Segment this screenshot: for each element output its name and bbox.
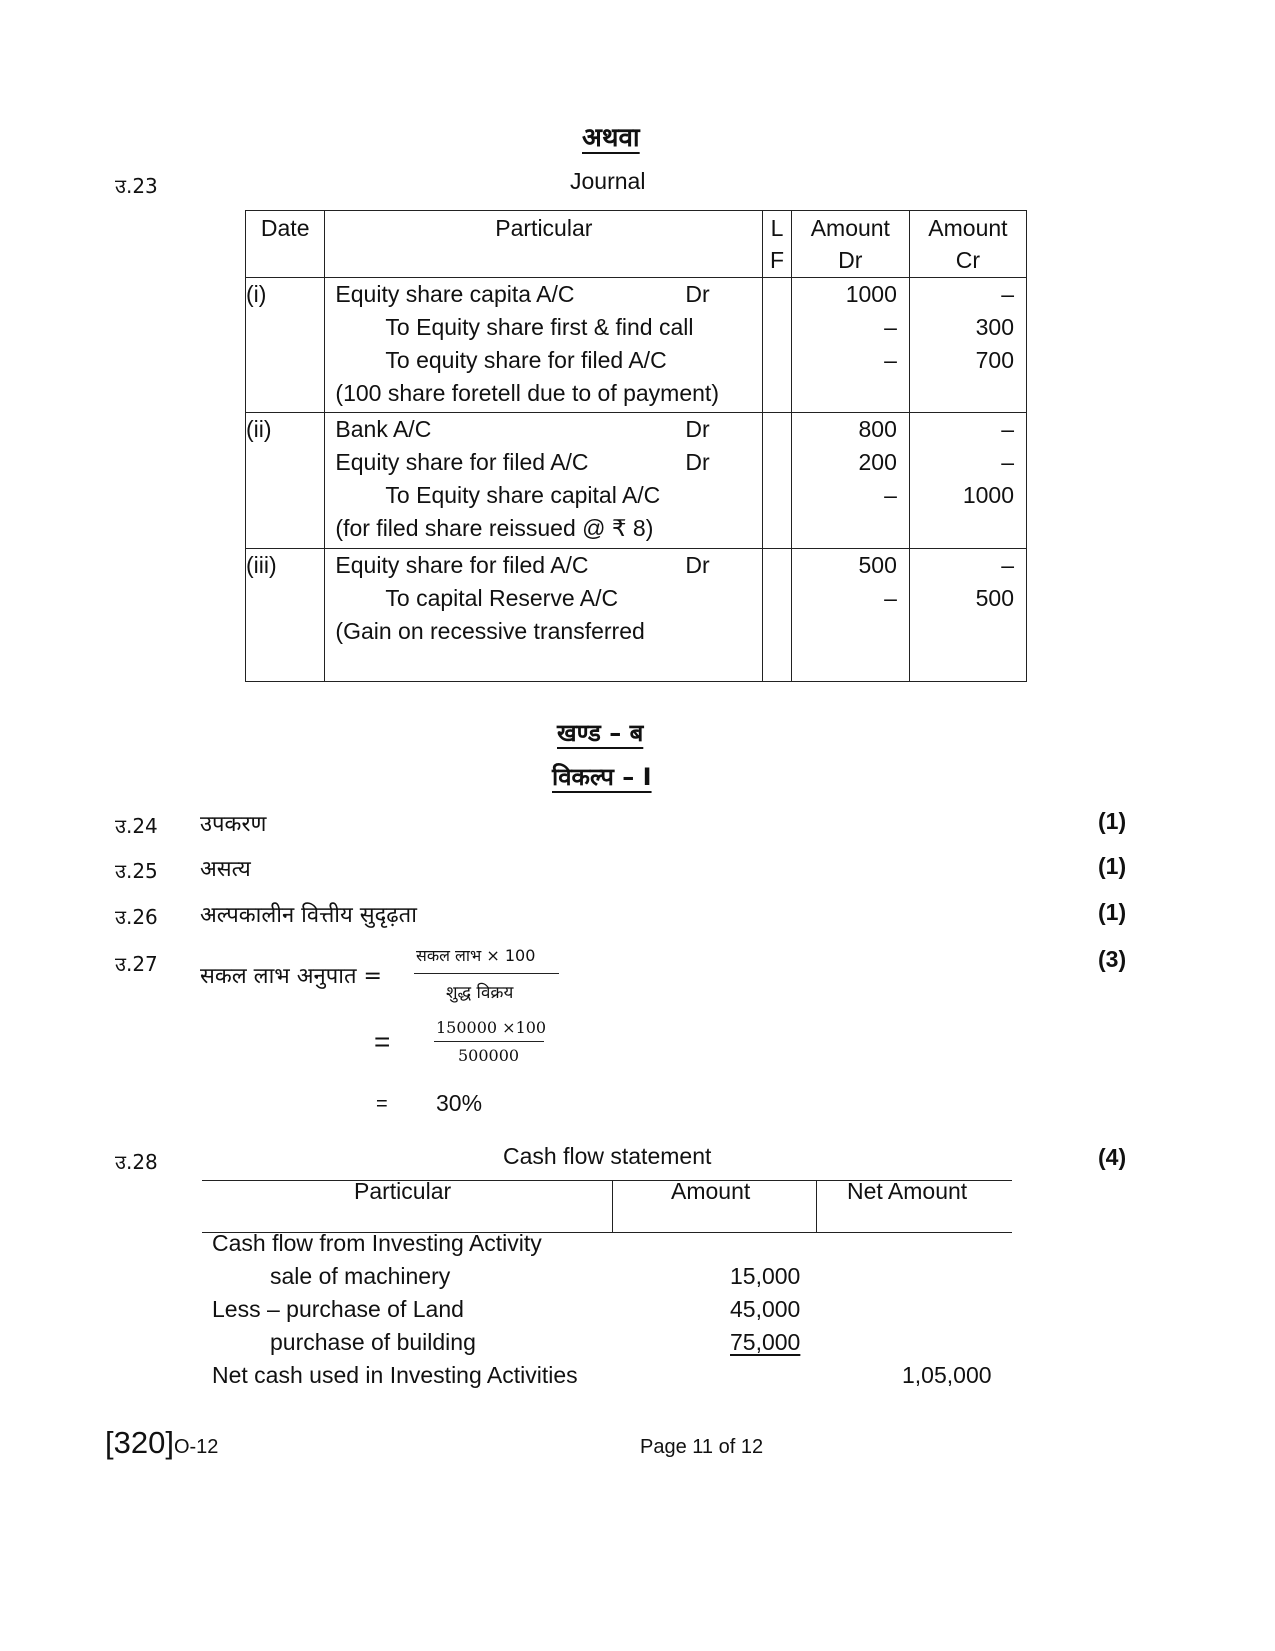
entry-credit: – – 1000 <box>909 412 1026 549</box>
cash-flow-row-label: purchase of building <box>270 1329 476 1355</box>
paper-code: [320]O-12 <box>105 1425 219 1460</box>
answer-26: अल्पकालीन वित्तीय सुदृढ़ता <box>200 903 417 928</box>
entry-debit: 500 – <box>791 549 909 682</box>
entry-lf <box>763 549 792 682</box>
journal-entry <box>246 278 1027 413</box>
journal-table <box>245 210 1027 682</box>
cash-flow-header-particular: Particular <box>354 1178 452 1204</box>
journal-header-row <box>246 211 1027 278</box>
marks-28: (4) <box>1098 1144 1127 1170</box>
journal-entry <box>246 412 1027 549</box>
page-number: Page 11 of 12 <box>640 1436 764 1458</box>
entry-debit: 800 200 – <box>791 412 909 549</box>
question-number-28: उ.28 <box>115 1150 158 1174</box>
question-number-26: उ.26 <box>115 905 158 929</box>
fraction1-denominator: शुद्ध विक्रय <box>446 983 514 1003</box>
cash-flow-row-label: Less – purchase of Land <box>212 1296 464 1322</box>
fraction2-numerator: 150000 ×100 <box>436 1018 547 1037</box>
question-number-25: उ.25 <box>115 859 158 883</box>
marks-26: (1) <box>1098 899 1127 925</box>
ratio-result: 30% <box>436 1090 483 1116</box>
cash-flow-header-amount: Amount <box>671 1178 751 1204</box>
equals-sign-3: = <box>376 1093 388 1115</box>
header-lf: L F <box>763 211 792 278</box>
entry-credit: – 500 <box>909 549 1026 682</box>
cash-flow-row-label: sale of machinery <box>270 1263 451 1289</box>
cash-flow-row-amount: 15,000 <box>730 1263 801 1289</box>
header-particular: Particular <box>325 211 763 278</box>
cash-flow-divider <box>816 1180 817 1233</box>
question-number-27: उ.27 <box>115 952 158 976</box>
entry-particulars: Equity share capita A/C Dr To Equity share first & find call To equity share for filed A/C (100 share foretell due to of payment) <box>325 278 763 413</box>
or-heading: अथवा <box>582 123 640 153</box>
entry-date: (iii) <box>246 549 325 682</box>
entry-lf <box>763 278 792 413</box>
cash-flow-header-net-amount: Net Amount <box>847 1178 968 1204</box>
entry-particulars: Bank A/C Dr Equity share for filed A/C Dr To Equity share capital A/C (for filed share reissued @ ₹ 8) <box>325 412 763 549</box>
equals-sign-2: = <box>374 1026 391 1057</box>
header-amount-cr: Amount Cr <box>909 211 1026 278</box>
gross-profit-ratio-label: सकल लाभ अनुपात = <box>200 964 382 989</box>
header-amount-dr: Amount Dr <box>791 211 909 278</box>
cash-flow-row-label: Cash flow from Investing Activity <box>212 1230 542 1256</box>
header-date: Date <box>246 211 325 278</box>
cash-flow-divider <box>612 1180 613 1233</box>
entry-particulars: Equity share for filed A/C Dr To capital Reserve A/C (Gain on recessive transferred <box>325 549 763 682</box>
cash-flow-row-label: Net cash used in Investing Activities <box>212 1362 578 1388</box>
cash-flow-row-amount: 45,000 <box>730 1296 801 1322</box>
entry-date: (i) <box>246 278 325 413</box>
cash-flow-title: Cash flow statement <box>503 1143 712 1169</box>
option-heading: विकल्प – I <box>552 763 652 791</box>
entry-debit: 1000 – – <box>791 278 909 413</box>
fraction2-bar <box>434 1041 544 1042</box>
fraction1-bar <box>414 973 559 974</box>
journal-entry <box>246 549 1027 682</box>
entry-lf <box>763 412 792 549</box>
cash-flow-row-net: 1,05,000 <box>902 1362 992 1388</box>
answer-25: असत्य <box>200 857 251 882</box>
fraction2-denominator: 500000 <box>458 1046 520 1065</box>
question-number-24: उ.24 <box>115 814 158 838</box>
entry-credit: – 300 700 <box>909 278 1026 413</box>
marks-27: (3) <box>1098 946 1127 972</box>
section-heading: खण्ड – ब <box>557 719 644 747</box>
entry-date: (ii) <box>246 412 325 549</box>
marks-24: (1) <box>1098 808 1127 834</box>
fraction1-numerator: सकल लाभ × 100 <box>416 946 536 965</box>
marks-25: (1) <box>1098 853 1127 879</box>
question-number-23: उ.23 <box>115 174 158 198</box>
cash-flow-row-amount: 75,000 <box>730 1329 801 1355</box>
journal-title: Journal <box>570 168 646 194</box>
answer-24: उपकरण <box>200 812 267 837</box>
